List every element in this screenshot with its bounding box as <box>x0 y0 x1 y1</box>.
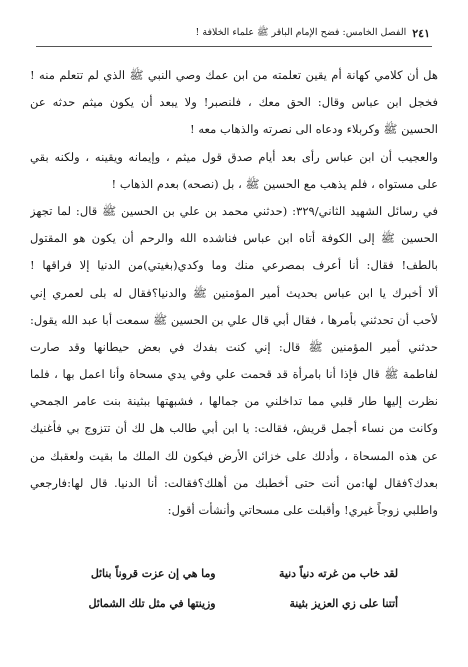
poem-hemistich-second: وزينتها في مثل تلك الشمائل <box>88 597 216 610</box>
text-line: نظرت إليها طار قلبي مما تداخلني من جمالها ، فشبهتها ببثينة بنت عامر الجمحي <box>30 394 438 409</box>
text-line: حدثني أمير المؤمنين ﷺ قال: إني كنت بفدك في بعض حيطانها وقد صارت <box>30 339 438 354</box>
poem-hemistich-first: لقد خاب من غرته دنياً دنية <box>279 567 398 580</box>
poem-hemistich-first: أتتنا على زي العزيز بثينة <box>289 597 398 610</box>
text-line: في رسائل الشهيد الثاني/٣٢٩: (حدثني محمد بن علي بن الحسين ﷺ قال: لما تجهز <box>30 203 438 218</box>
page-body <box>30 62 438 524</box>
text-line: فخجل ابن عباس وقال: الحق معك ، فلنصبر! ولا يبعد أن يكون ميثم حدثه عن <box>30 95 438 110</box>
running-header <box>38 22 430 44</box>
text-line: والعجيب أن ابن عباس رأى بعد أيام صدق قول ميثم ، وإيمانه ويقينه ، ولكنه بقي <box>30 149 438 164</box>
poem-verse <box>60 559 398 589</box>
text-line: لأحب أن تحدثني بأمرها ، فقال أبي قال علي بن الحسين ﷺ سمعت أبا عبد الله يقول: <box>30 312 438 327</box>
text-line: الحسين ﷺ إلى الكوفة أتاه ابن عباس فناشده الله والرحم أن يكون هو المقتول <box>30 231 438 246</box>
text-line: بالطف! فقال: أنا أعرف بمصرعي منك وما وكدي(بغيتي)من الدنيا إلا فراقها ! <box>30 258 438 273</box>
page-number: ٢٤١ <box>412 26 430 40</box>
text-line: الحسين ﷺ وكربلاء ودعاه الى نصرته والذهاب معه ! <box>189 122 438 137</box>
poem-hemistich-second: وما هي إن عزت قروناً بنائل <box>90 567 216 580</box>
text-line: عن هذه المسحاة ، وأدلك على خزائن الأرض فيكون لك الملك ما بقيت ولعقبك من <box>30 448 438 463</box>
text-line: واطلبي زوجاً غيري! وأقبلت على مسحاتي وأنشأت أقول: <box>167 503 438 517</box>
text-line: لفاطمة ﷺ قال فإذا أنا بامرأة قد قحمت علي وفي يدي مسحاة وأنا اعمل بها ، فلما <box>30 367 438 382</box>
text-line: بعدك؟فقال لها:من أنت حتى أخطبك من أهلك؟فقالت: أنا الدنيا. قال لها:فارجعي <box>30 475 438 490</box>
text-line: على مستواه ، فلم يذهب مع الحسين ﷺ ، بل (نصحه) بعدم الذهاب ! <box>111 176 438 191</box>
text-line: وكانت من نساء أجمل قريش، فقالت: يا ابن أبي طالب هل لك أن تتزوج بي فأغنيك <box>30 421 438 436</box>
header-rule <box>36 46 432 47</box>
poem <box>60 559 398 619</box>
text-line: هل أن كلامي كهانة أم يقين تعلمته من ابن عمك وصي النبي ﷺ الذي لم تتعلم منه ! <box>30 68 438 82</box>
running-title: الفصل الخامس: فضح الإمام الباقر ﷺ علماء الخلافة ! <box>195 27 407 38</box>
poem-verse <box>60 589 398 619</box>
text-line: ألا أخبرك يا ابن عباس بحديث أمير المؤمنين ﷺ والدنيا؟فقال له بلى لعمري إني <box>30 285 438 300</box>
